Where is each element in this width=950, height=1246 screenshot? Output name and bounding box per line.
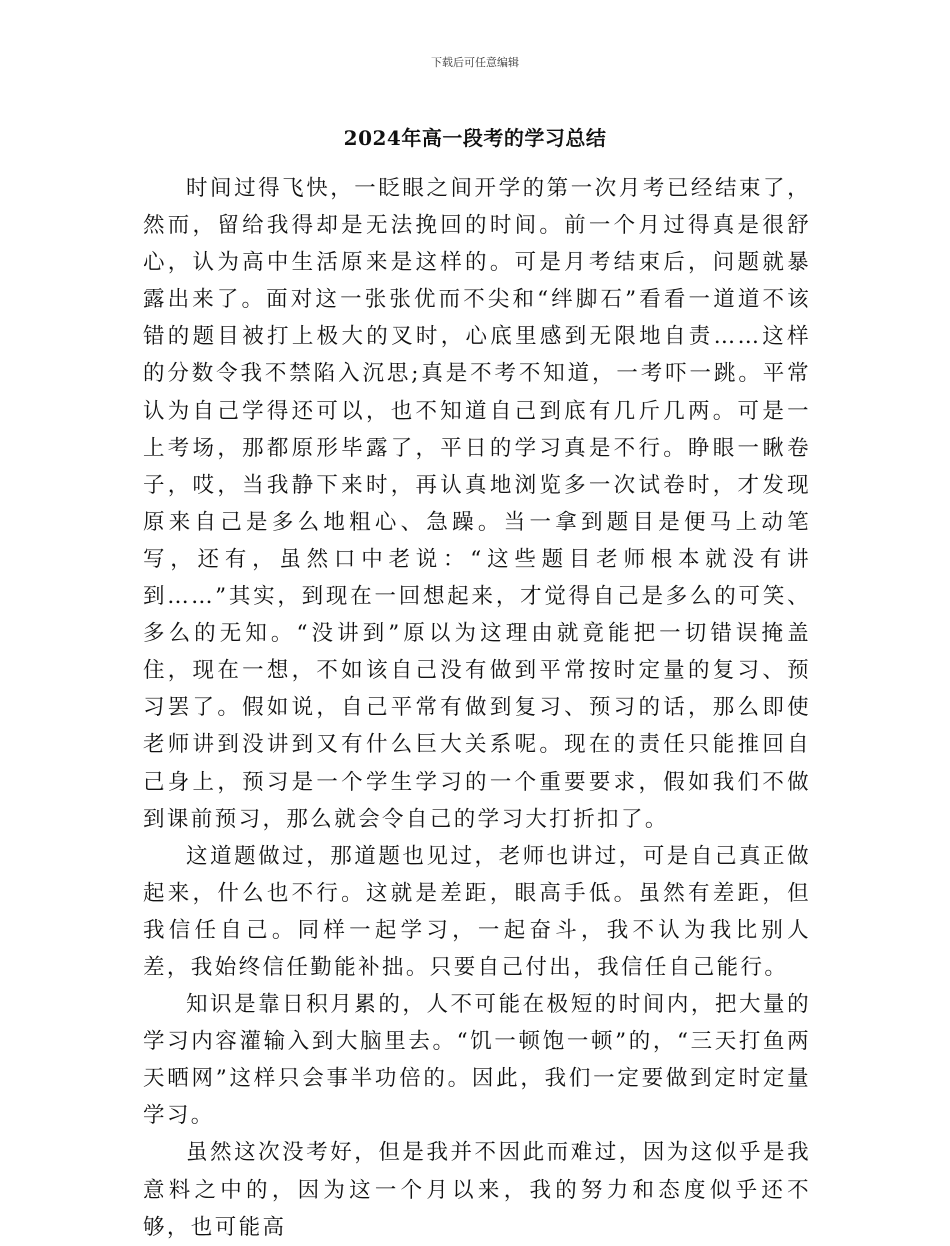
paragraph: 这道题做过，那道题也见过，老师也讲过，可是自己真正做起来，什么也不行。这就是差距，眼高手低。虽然有差距，但我信任自己。同样一起学习，一起奋斗，我不认为我比别人差，我始终信任勤能补拙。只要自己付出，我信任自己能行。 bbox=[143, 843, 811, 980]
paragraph: 知识是靠日积月累的，人不可能在极短的时间内，把大量的学习内容灌输入到大脑里去。“饥一顿饱一顿”的，“三天打鱼两天晒网”这样只会事半功倍的。因此，我们一定要做到定时定量学习。 bbox=[143, 992, 811, 1129]
paragraph: 时间过得飞快，一眨眼之间开学的第一次月考已经结束了，然而，留给我得却是无法挽回的时间。前一个月过得真是很舒心，认为高中生活原来是这样的。可是月考结束后，问题就暴露出来了。面对这一张张优而不尖和“绊脚石”看看一道道不该错的题目被打上极大的叉时，心底里感到无限地自责……这样的分数令我不禁陷入沉思;真是不考不知道，一考吓一跳。平常认为自己学得还可以，也不知道自己到底有几斤几两。可是一上考场，那都原形毕露了，平日的学习真是不行。睁眼一瞅卷子，哎，当我静下来时，再认真地浏览多一次试卷时，才发现原来自己是多么地粗心、急躁。当一拿到题目是便马上动笔写，还有，虽然口中老说：“这些题目老师根本就没有讲到……”其实，到现在一回想起来，才觉得自己是多么的可笑、多么的无知。“没讲到”原以为这理由就竟能把一切错误掩盖住，现在一想，不如该自己没有做到平常按时定量的复习、预习罢了。假如说，自己平常有做到复习、预习的话，那么即使老师讲到没讲到又有什么巨大关系呢。现在的责任只能推回自己身上，预习是一个学生学习的一个重要要求，假如我们不做到课前预习，那么就会令自己的学习大打折扣了。 bbox=[143, 176, 811, 832]
header-note: 下载后可任意编辑 bbox=[431, 56, 519, 69]
document-title: 2024年高一段考的学习总结 bbox=[343, 126, 607, 150]
paragraph: 虽然这次没考好，但是我并不因此而难过，因为这似乎是我意料之中的，因为这一个月以来，我的努力和态度似乎还不够，也可能高 bbox=[143, 1140, 811, 1240]
document-body bbox=[143, 170, 811, 1246]
